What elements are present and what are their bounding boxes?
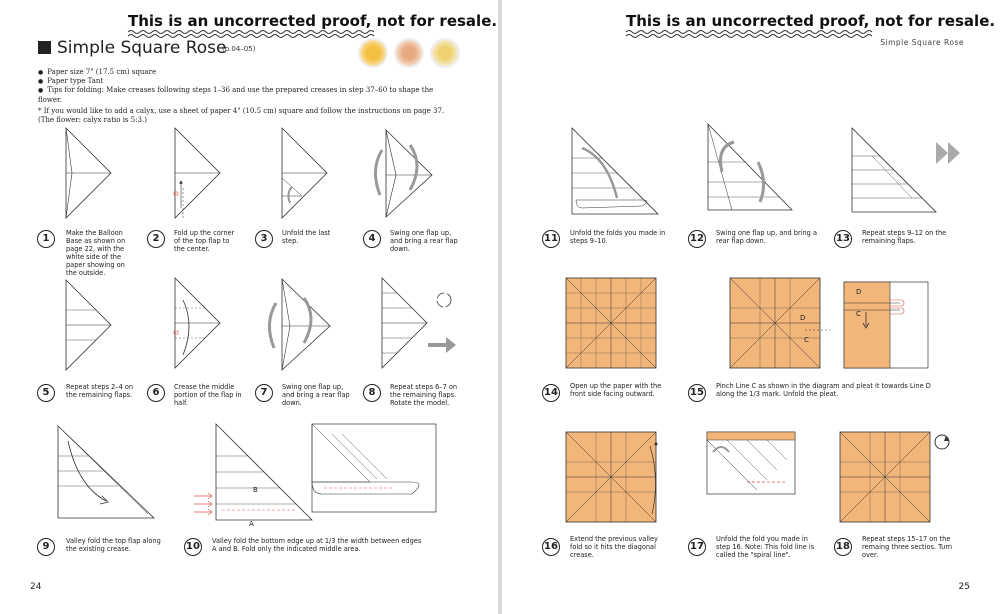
page-ref: (p.04–05) <box>222 45 256 53</box>
diagram-step-1 <box>66 128 116 218</box>
banner-wave-right <box>626 30 876 38</box>
step-17-caption: Unfold the fold you made in step 16. Note: This fold line is called the "spiral line". <box>716 535 815 559</box>
page-number-left: 24 <box>30 582 42 592</box>
step-8-caption: Repeat steps 6–7 on the remaining flaps. Rotate the model. <box>390 383 458 407</box>
step-8-number: 8 <box>363 384 381 402</box>
diagram-step-2 <box>175 128 225 218</box>
step-1-caption: Make the Balloon Base as shown on page 22, with the white side of the paper showing on the outside. <box>66 229 126 277</box>
diagram-step-6 <box>175 278 225 370</box>
diagram-step-12 <box>702 122 797 217</box>
diagram-step-7 <box>262 276 337 371</box>
page-title <box>38 38 226 58</box>
diagram-step-3 <box>282 128 332 218</box>
step-10-caption: Valley fold the bottom edge up at 1/3 the width between edges A and B. Fold only the indicated middle area. <box>212 537 422 553</box>
label-d-detail: D <box>856 288 862 296</box>
proof-banner-right: This is an uncorrected proof, not for resale. <box>626 12 996 30</box>
step-13-number: 13 <box>834 230 852 248</box>
step-9-number: 9 <box>37 538 55 556</box>
diagram-step-4 <box>372 125 442 220</box>
diagram-step-10 <box>192 424 437 529</box>
diagram-step-5 <box>66 280 116 370</box>
step-16-caption: Extend the previous valley fold so it hits the diagonal crease. <box>570 535 658 559</box>
diagram-step-9 <box>58 426 158 521</box>
step-18-caption: Repeat steps 15–17 on the remaing three sectios. Turn over. <box>862 535 953 559</box>
step-13-caption: Repeat steps 9–12 on the remaining flaps. <box>862 229 947 245</box>
info-tips: ● Tips for folding: Make creases following steps 1–36 and use the prepared creases in step 37–60 to shape the flower. <box>38 86 458 104</box>
step-12-caption: Swing one flap up, and bring a rear flap down. <box>716 229 817 245</box>
step-9-caption: Valley fold the top flap along the existing crease. <box>66 537 161 553</box>
step-3-number: 3 <box>255 230 273 248</box>
step-16-number: 16 <box>542 538 560 556</box>
step-1-number: 1 <box>37 230 55 248</box>
step-14-caption: Open up the paper with the front side facing outward. <box>570 382 662 398</box>
step-14-number: 14 <box>542 384 560 402</box>
diagram-step-17 <box>707 432 797 502</box>
label-c-main: C <box>804 336 809 344</box>
diagram-step-18 <box>840 432 950 522</box>
title-text: Simple Square Rose <box>57 38 227 58</box>
step-11-caption: Unfold the folds you made in steps 9–10. <box>570 229 666 245</box>
step-17-number: 17 <box>688 538 706 556</box>
diagram-step-16 <box>566 432 666 522</box>
step-3-caption: Unfold the last step. <box>282 229 331 245</box>
diagram-step-14 <box>566 278 656 368</box>
step-10-number: 10 <box>184 538 202 556</box>
rose-thumbnail-1 <box>358 38 388 68</box>
diagram-step-8 <box>382 278 462 370</box>
step-15-number: 15 <box>688 384 706 402</box>
step-18-number: 18 <box>834 538 852 556</box>
step-15-caption: Pinch Line C as shown in the diagram and pleat it towards Line D along the 1/3 mark. Unfold the pleat. <box>716 382 931 398</box>
diagram-step-13 <box>852 128 962 218</box>
label-a: A <box>249 520 254 528</box>
label-d-main: D <box>800 314 806 322</box>
info-paper-type: ● Paper type Tant <box>38 77 458 86</box>
step-6-number: 6 <box>147 384 165 402</box>
step-2-number: 2 <box>147 230 165 248</box>
step-4-caption: Swing one flap up, and bring a rear flap down. <box>390 229 458 253</box>
running-head: Simple Square Rose <box>880 38 964 47</box>
page-number-right: 25 <box>958 582 970 592</box>
step-4-number: 4 <box>363 230 381 248</box>
info-paper-size: ● Paper size 7" (17.5 cm) square <box>38 68 458 77</box>
diagram-step-15 <box>730 278 930 368</box>
step-6-caption: Crease the middle portion of the flap in half. <box>174 383 242 407</box>
info-block <box>38 68 458 125</box>
banner-wave <box>128 30 378 38</box>
step-12-number: 12 <box>688 230 706 248</box>
step-11-number: 11 <box>542 230 560 248</box>
step-5-caption: Repeat steps 2–4 on the remaining flaps. <box>66 383 134 399</box>
info-note: * If you would like to add a calyx, use a sheet of paper 4" (10.5 cm) square and follow the instructions on page 37. (The flower: calyx ratio is 5:3.) <box>38 106 445 125</box>
left-page <box>0 0 498 614</box>
step-5-number: 5 <box>37 384 55 402</box>
diagram-step-11 <box>572 128 662 218</box>
title-square-icon <box>38 41 51 54</box>
proof-banner: This is an uncorrected proof, not for resale. <box>128 12 498 30</box>
step-2-caption: Fold up the corner of the top flap to the center. <box>174 229 235 253</box>
step-7-number: 7 <box>255 384 273 402</box>
rose-thumbnail-3 <box>430 38 460 68</box>
rose-thumbnail-2 <box>394 38 424 68</box>
label-c-detail: C <box>856 310 861 318</box>
step-7-caption: Swing one flap up, and bring a rear flap down. <box>282 383 350 407</box>
right-page <box>502 0 1000 614</box>
label-b: B <box>253 486 258 494</box>
